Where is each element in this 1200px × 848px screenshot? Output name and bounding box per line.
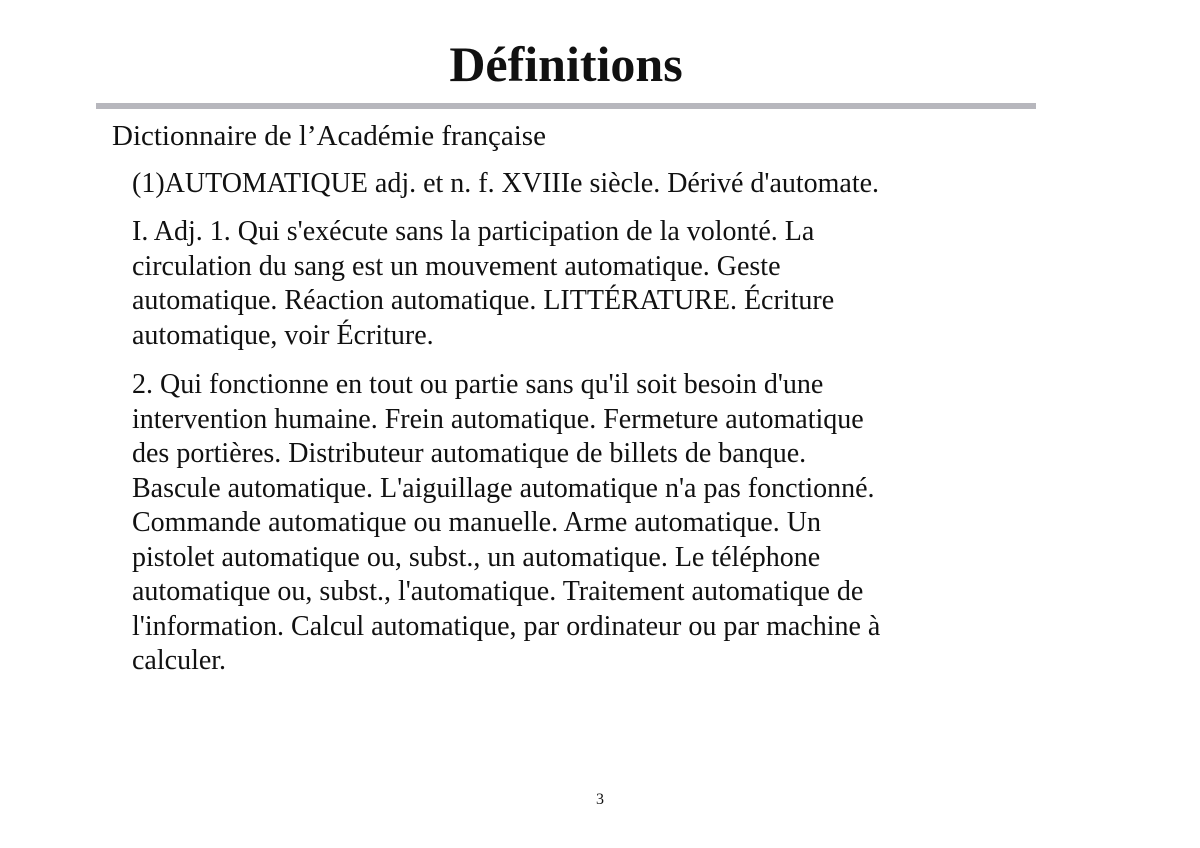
definition-line: automatique, voir Écriture. bbox=[132, 319, 434, 351]
definition-line: 2. Qui fonctionne en tout ou partie sans qu'il soit besoin d'une bbox=[132, 369, 824, 400]
definition-line: automatique ou, subst., l'automatique. Traitement automatique de bbox=[132, 576, 864, 607]
definition-line: l'information. Calcul automatique, par ordinateur ou par machine à bbox=[132, 610, 881, 642]
slide-title: Définitions bbox=[449, 36, 683, 92]
definition-line: pistolet automatique ou, subst., un automatique. Le téléphone bbox=[132, 541, 821, 573]
definition-line: automatique. Réaction automatique. LITTÉRATURE. Écriture bbox=[132, 285, 835, 316]
definition-line: I. Adj. 1. Qui s'exécute sans la participation de la volonté. La bbox=[132, 216, 815, 247]
source-heading: Dictionnaire de l’Académie française bbox=[112, 120, 546, 152]
definition-line: Bascule automatique. L'aiguillage automatique n'a pas fonctionné. bbox=[132, 472, 875, 504]
definition-line: intervention humaine. Frein automatique. Fermeture automatique bbox=[132, 403, 864, 435]
definition-line: calculer. bbox=[132, 645, 227, 676]
definition-1 bbox=[132, 215, 1032, 353]
definition-line: circulation du sang est un mouvement automatique. Geste bbox=[132, 250, 781, 282]
definition-line: des portières. Distributeur automatique de billets de banque. bbox=[132, 438, 807, 469]
definition-line: Commande automatique ou manuelle. Arme automatique. Un bbox=[132, 507, 821, 538]
entry-header: (1)AUTOMATIQUE adj. et n. f. XVIIIe siècle. Dérivé d'automate. bbox=[132, 168, 880, 199]
page-number: 3 bbox=[596, 791, 604, 808]
definition-2 bbox=[132, 368, 1032, 679]
title-divider bbox=[96, 103, 1036, 109]
